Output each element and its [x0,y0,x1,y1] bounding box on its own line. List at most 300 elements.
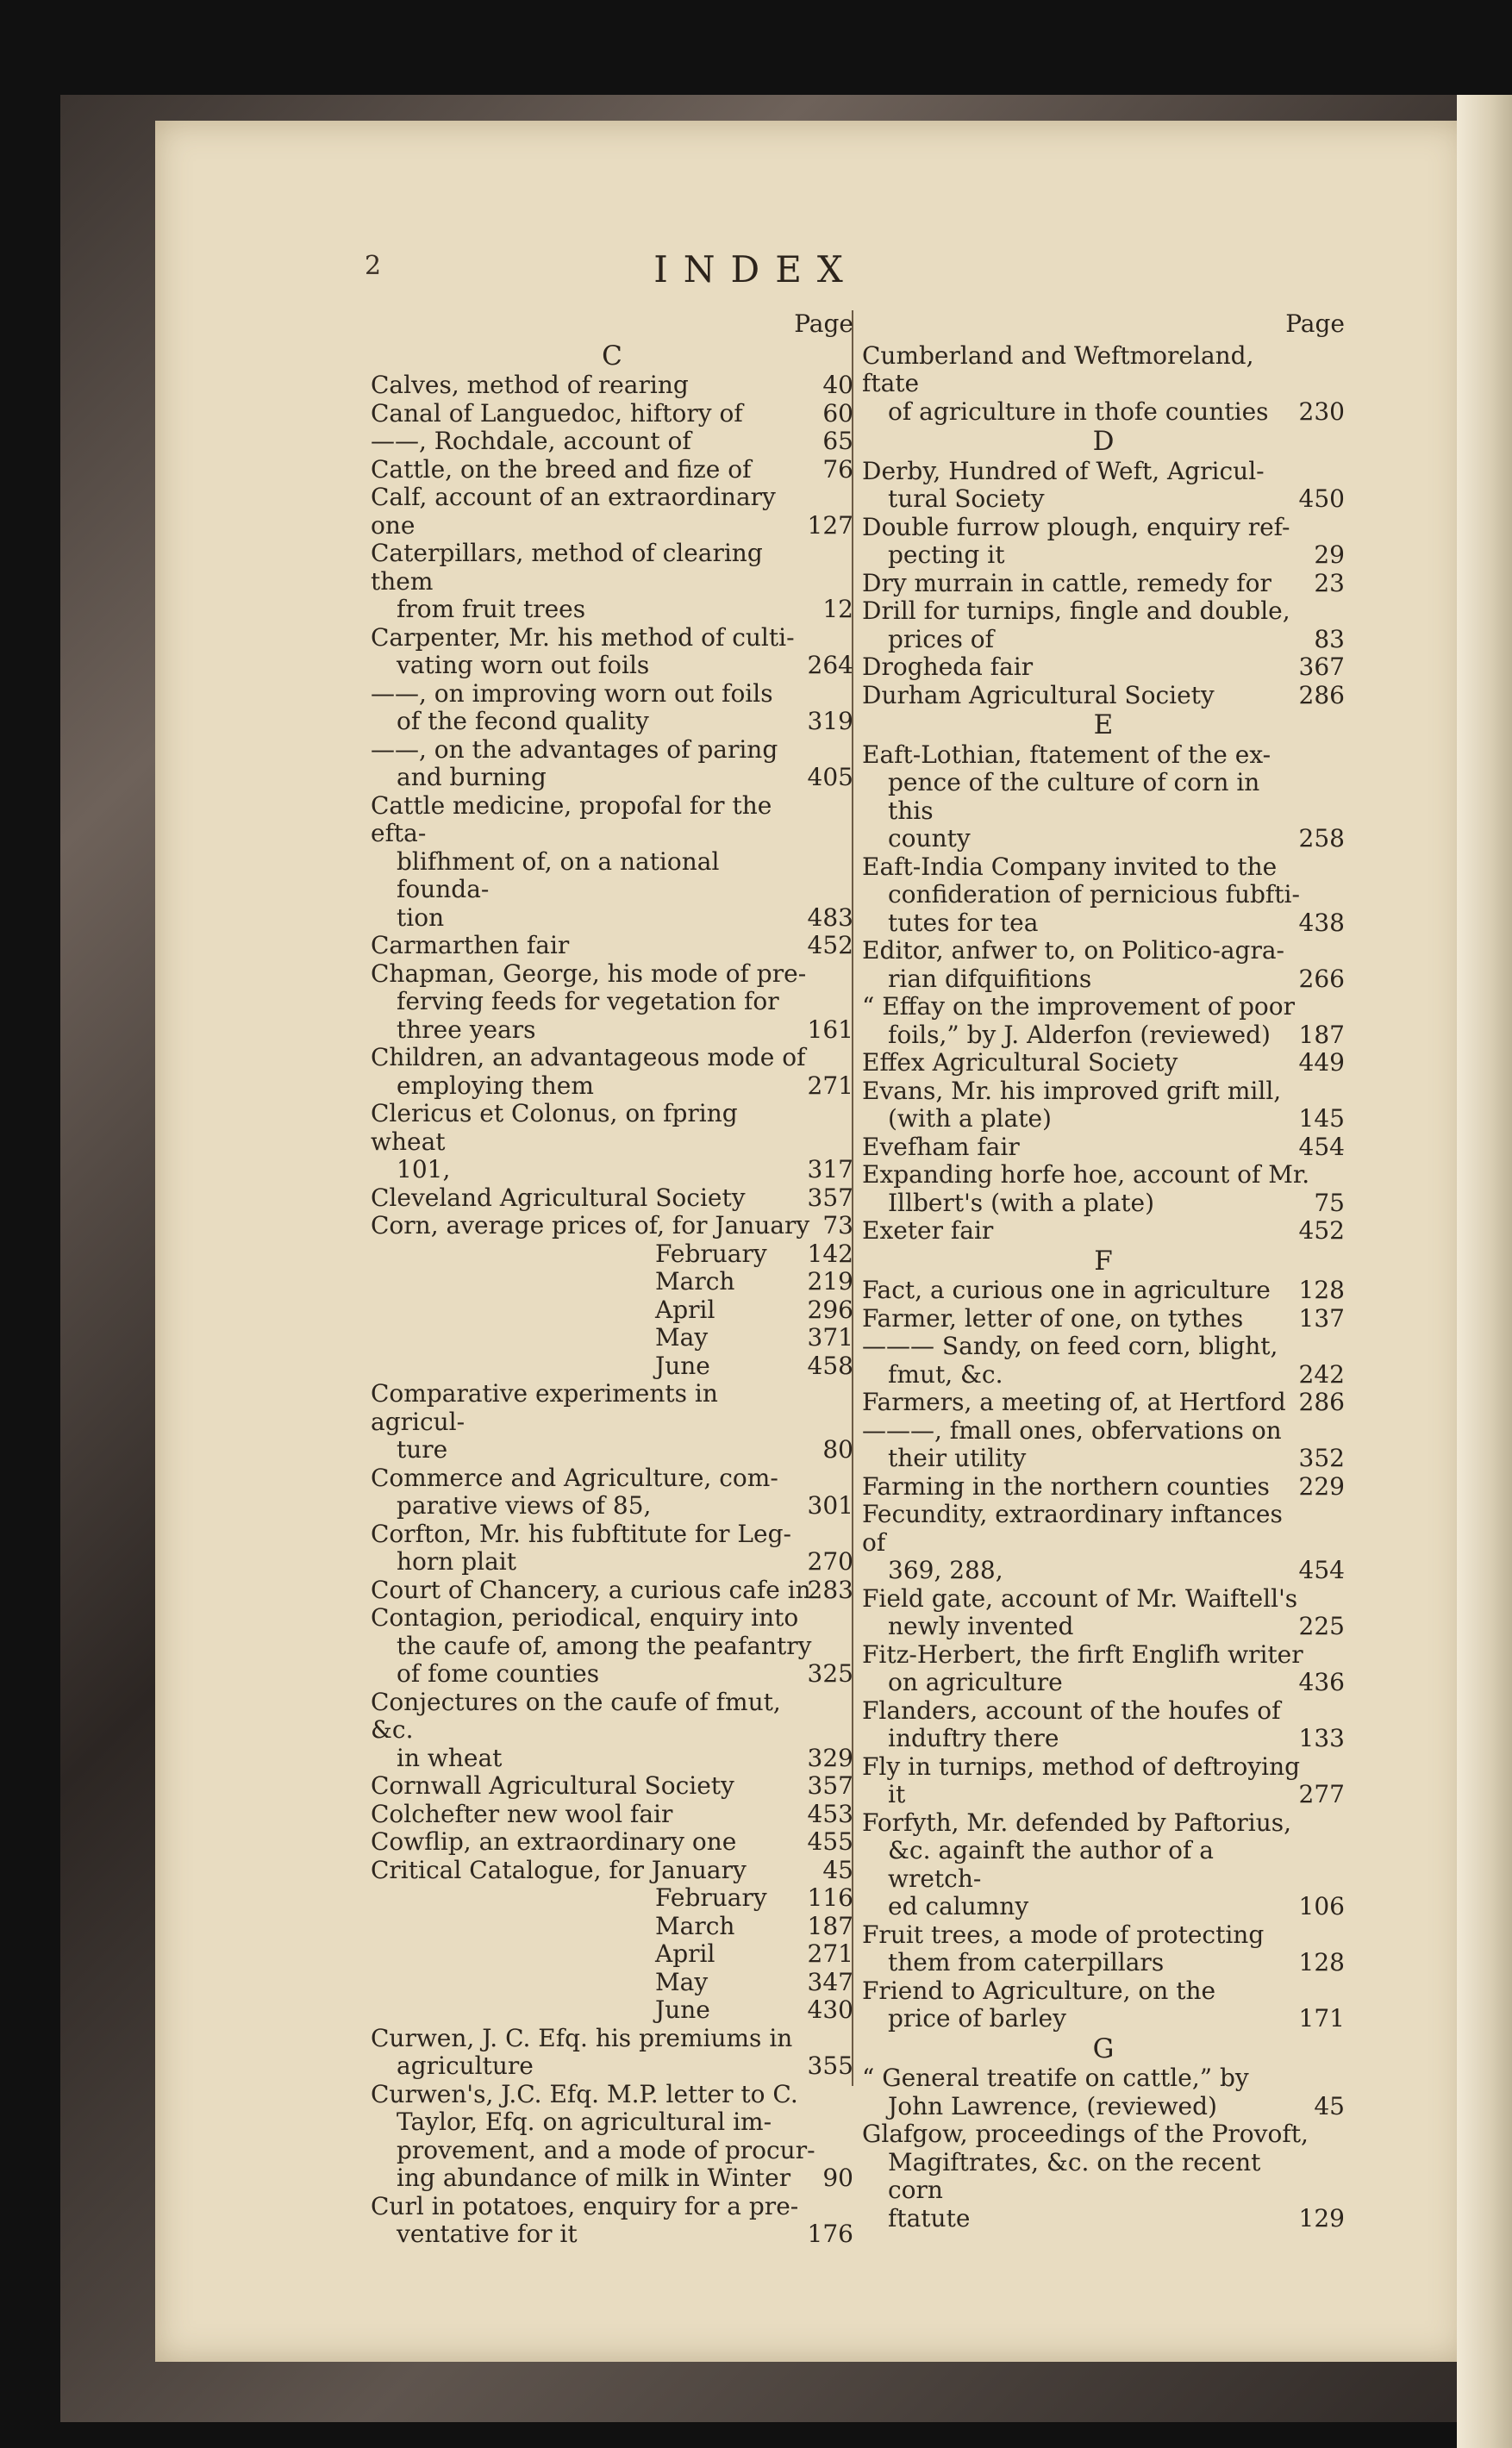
index-entry [371,1100,853,1184]
entry-line: of the fecond quality [397,707,649,735]
entry-text [862,1389,1310,1417]
entry-text [862,597,1310,653]
entry-page-number: 436 [1298,1668,1345,1696]
entry-page-number: 161 [807,1015,853,1044]
entry-line: Effex Agricultural Society [862,1048,1178,1077]
entry-text [371,792,819,933]
entry-line: tural Society [888,484,1045,513]
entry-text [371,1044,819,1100]
entry-text [371,400,819,428]
entry-text [371,1689,819,1773]
entry-page-number: 347 [807,1967,853,1996]
entry-page-number: 455 [807,1827,853,1856]
entry-line: Glafgow, proceedings of the Provoft, [862,2120,1309,2148]
index-entry [371,2193,853,2249]
index-entry [371,736,853,792]
index-entry [371,428,853,456]
index-entry [862,1389,1345,1417]
entry-text [862,1217,1310,1246]
entry-line: Cowflip, an extraordinary one [371,1827,737,1856]
entry-page-number: 325 [807,1659,853,1688]
entry-line: agriculture [397,2051,534,2080]
entry-text [862,1049,1310,1077]
entry-page-number: 317 [807,1155,853,1183]
entry-line: Chapman, George, his mode of pre- [371,959,807,988]
entry-page-number: 271 [807,1071,853,1100]
entry-page-number: 329 [807,1743,853,1772]
entry-line: ——, Rochdale, account of [371,427,691,455]
entry-line: Fact, a curious one in agriculture [862,1276,1271,1304]
entry-line: Farming in the northern counties [862,1471,1270,1501]
entry-text [862,1977,1310,2033]
entry-line: Corfton, Mr. his fubftitute for Leg- [371,1519,791,1548]
entry-line: their utility [888,1444,1027,1472]
entry-line: Taylor, Efq. on agricultural im- [397,2108,772,2136]
entry-page-number: 450 [1298,484,1345,513]
entry-page-number: 319 [807,707,853,735]
entry-line: &c. againft the author of a wretch- [888,1836,1214,1893]
entry-page-number: 176 [807,2220,853,2248]
entry-page-number: 430 [807,1995,853,2024]
entry-page-number: 266 [1298,964,1345,993]
entry-line: foils,” by J. Alderfon (reviewed) [888,1020,1271,1049]
entry-page-number: 106 [1298,1892,1345,1920]
index-entry [862,597,1345,653]
entry-text [371,2193,819,2249]
entry-line: of agriculture in thofe counties [888,397,1269,426]
page-column-label: Page [1285,309,1345,338]
entry-line: Contagion, periodical, enquiry into [371,1603,799,1632]
entry-text [371,1772,819,1801]
entry-line: blifhment of, on a national founda- [397,846,720,903]
section-letter: G [1092,2033,1115,2064]
index-entry [371,1240,853,1269]
entry-text [371,2025,819,2081]
entry-line: Derby, Hundred of Weft, Agricul- [862,456,1265,485]
index-entry [862,458,1345,514]
index-entry [862,653,1345,682]
entry-page-number: 286 [1298,680,1345,709]
index-entry [862,1697,1345,1753]
entry-line: Carmarthen fair [371,931,570,959]
entry-line: Fruit trees, a mode of protecting [862,1920,1265,1949]
index-entry [371,1268,853,1296]
entry-line: Farmer, letter of one, on tythes [862,1303,1244,1333]
entry-list [862,342,1345,2233]
entry-line: vating worn out foils [397,651,650,679]
entry-line: Illbert's (with a plate) [888,1188,1155,1217]
entry-line: Curwen's, J.C. Efq. M.P. letter to C. [371,2079,798,2108]
entry-line: May [655,1967,709,1996]
entry-page-number: 12 [822,595,853,623]
entry-text [371,1577,819,1605]
index-entry [371,792,853,933]
entry-text [371,1969,819,1997]
entry-page-number: 301 [807,1491,853,1520]
entry-line: Fitz-Herbert, the firft Englifh writer [862,1639,1303,1669]
index-entry [862,682,1345,710]
index-entry [371,1969,853,1997]
entry-page-number: 127 [807,510,853,540]
index-entry [862,1133,1345,1162]
index-entry [371,2025,853,2081]
entry-text [862,1277,1310,1305]
section-letter: E [1093,709,1114,740]
entry-text [862,1077,1310,1133]
entry-text [371,1996,819,2025]
entry-page-number: 129 [1298,2203,1345,2233]
entry-page-number: 438 [1298,908,1345,937]
index-entry [862,2064,1345,2120]
entry-page-number: 219 [807,1267,853,1296]
entry-text [862,1809,1310,1921]
entry-line: Cattle, on the breed and fize of [371,454,752,484]
entry-line: Durham Agricultural Society [862,680,1215,709]
entry-line: ——, on improving worn out foils [371,678,773,708]
entry-line: fmut, &c. [888,1359,1003,1389]
entry-text [862,514,1310,570]
entry-page-number: 187 [1298,1020,1345,1049]
entry-line: Commerce and Agriculture, com- [371,1463,778,1492]
index-entry [371,680,853,736]
entry-text [862,1473,1310,1502]
entry-line: three years [397,1015,536,1044]
entry-page-number: 128 [1298,1276,1345,1304]
index-entry [862,1277,1345,1305]
entry-page-number: 454 [1298,1132,1345,1161]
entry-line: Expanding horfe hoe, account of Mr. [862,1160,1310,1189]
entry-line: parative views of 85, [397,1491,652,1520]
entry-text [371,932,819,960]
entry-page-number: 454 [1298,1556,1345,1584]
index-entry [371,1689,853,1773]
right-column [862,310,1345,2233]
entry-text [371,736,819,792]
page-column-label: Page [794,309,853,338]
entry-text [371,1240,819,1269]
index-entry [862,937,1345,993]
entry-line: Conjectures on the caufe of fmut, &c. [371,1687,781,1744]
index-entry [371,456,853,484]
entry-line: (with a plate) [888,1104,1052,1133]
entry-text [371,428,819,456]
entry-line: April [655,1295,715,1324]
entry-line: Friend to Agriculture, on the [862,1976,1216,2005]
entry-line: Flanders, account of the houfes of [862,1695,1281,1725]
entry-line: prices of [888,624,995,653]
entry-text [862,1333,1310,1389]
entry-line: in wheat [397,1743,503,1772]
entry-page-number: 453 [807,1799,853,1828]
entry-text [862,1921,1310,1977]
entry-text [371,1352,819,1381]
entry-page-number: 225 [1298,1612,1345,1640]
entry-page-number: 458 [807,1351,853,1380]
entry-line: March [655,1267,735,1296]
entry-text [862,682,1310,710]
index-entry [862,1161,1345,1217]
entry-page-number: 128 [1298,1948,1345,1977]
entry-text [862,1753,1310,1809]
entry-page-number: 137 [1298,1303,1345,1333]
entry-text [862,653,1310,682]
index-entry [862,1049,1345,1077]
index-entry [371,1828,853,1857]
index-entry [371,1772,853,1801]
entry-line: Calf, account of an extraordinary one [371,483,776,540]
entry-text [862,853,1310,938]
entry-text [862,1161,1310,1217]
entry-line: Canal of Languedoc, hiftory of [371,398,743,428]
entry-line: Fecundity, extraordinary inftances of [862,1500,1283,1557]
entry-page-number: 73 [822,1211,853,1240]
entry-page-number: 242 [1298,1359,1345,1389]
index-entry [862,1809,1345,1921]
entry-page-number: 133 [1298,1724,1345,1752]
entry-line: May [655,1323,709,1352]
left-column [371,310,853,2249]
entry-page-number: 29 [1314,540,1345,569]
index-entry [862,2120,1345,2233]
entry-text [371,1268,819,1296]
index-entry [371,1464,853,1521]
entry-line: ventative for it [397,2220,578,2248]
entry-text [862,937,1310,993]
entry-line: Drill for turnips, fingle and double, [862,596,1290,625]
entry-line: Clericus et Colonus, on fpring wheat [371,1099,738,1156]
entry-page-number: 142 [807,1239,853,1268]
entry-page-number: 277 [1298,1780,1345,1808]
entry-text [371,1884,819,1913]
index-entry [371,1913,853,1941]
entry-line: rian difquifitions [888,964,1092,993]
index-entry [371,1184,853,1213]
entry-page-number: 187 [807,1911,853,1940]
entry-page-number: 286 [1298,1388,1345,1416]
entry-line: 101, [397,1155,451,1183]
index-entry [862,514,1345,570]
entry-text [371,1464,819,1521]
entry-text [862,1417,1310,1473]
entry-page-number: 90 [822,2164,853,2192]
entry-page-number: 145 [1298,1104,1345,1133]
entry-page-number: 371 [807,1323,853,1352]
entry-page-number: 270 [807,1547,853,1576]
entry-line: Corn, average prices of, for January [371,1211,810,1240]
entry-page-number: 40 [822,371,853,399]
entry-line: price of barley [888,2004,1066,2033]
entry-line: Colchefter new wool fair [371,1799,673,1828]
entry-line: “ Effay on the improvement of poor [862,992,1296,1021]
entry-text [862,1501,1310,1585]
index-entry [371,1577,853,1605]
entry-text [371,1100,819,1184]
entry-line: February [655,1883,767,1912]
entry-page-number: 83 [1314,624,1345,653]
entry-text [371,456,819,484]
entry-line: Cumberland and Weftmoreland, ftate [862,340,1254,397]
entry-text [371,372,819,400]
entry-page-number: 405 [807,763,853,791]
entry-page-number: 271 [807,1939,853,1968]
index-entry [371,1996,853,2025]
index-entry [862,1753,1345,1809]
entry-line: ture [397,1435,448,1464]
section-letter: D [1092,426,1115,457]
entry-text [862,570,1310,598]
section-letter: C [602,340,622,372]
index-entry [371,1212,853,1240]
index-entry [862,741,1345,853]
entry-page-number: 355 [807,2051,853,2080]
entry-text [371,1801,819,1829]
entry-line: ———, fmall ones, obfervations on [862,1415,1282,1445]
index-entry [371,1604,853,1689]
index-entry [371,372,853,400]
entry-text [862,2120,1310,2233]
entry-page-number: 357 [807,1771,853,1800]
entry-line: employing them [397,1071,594,1100]
index-entry [862,1921,1345,1977]
entry-line: from fruit trees [397,595,586,623]
entry-text [862,1133,1310,1162]
entry-line: ed calumny [888,1892,1029,1920]
entry-line: of fome counties [397,1659,600,1688]
entry-line: Children, an advantageous mode of [371,1043,806,1071]
index-entry [371,1380,853,1464]
entry-text [371,960,819,1045]
entry-line: Court of Chancery, a curious cafe in [371,1575,811,1604]
entry-page-number: 45 [822,1855,853,1884]
entry-text [862,342,1310,427]
entry-text [371,1521,819,1577]
entry-line: induftry there [888,1724,1059,1752]
entry-line: Comparative experiments in agricul- [371,1379,718,1436]
index-entry [371,960,853,1045]
entry-line: horn plait [397,1547,516,1576]
entry-line: “ General treatife on cattle,” by [862,2064,1249,2092]
entry-line: Calves, method of rearing [371,371,689,399]
index-entry [862,1473,1345,1502]
entry-page-number: 60 [822,398,853,428]
entry-page-number: 171 [1298,2004,1345,2033]
index-entry [371,1352,853,1381]
index-entry [371,484,853,540]
index-entry [862,1333,1345,1389]
index-entry [371,1884,853,1913]
entry-line: Carpenter, Mr. his method of culti- [371,622,795,652]
entry-line: and burning [397,763,547,791]
entry-line: Double furrow plough, enquiry ref- [862,512,1290,541]
entry-text [371,1184,819,1213]
entry-list [371,372,853,2249]
entry-line: Critical Catalogue, for January [371,1855,747,1884]
entry-line: pence of the culture of corn in this [888,768,1260,825]
entry-page-number: 229 [1298,1471,1345,1501]
entry-page-number: 452 [1298,1216,1345,1245]
index-entry [862,1641,1345,1697]
entry-page-number: 75 [1314,1188,1345,1217]
entry-page-number: 357 [807,1183,853,1212]
entry-line: Curl in potatoes, enquiry for a pre- [371,2191,799,2220]
entry-line: Cattle medicine, propofal for the efta- [371,790,772,847]
index-entry [862,1417,1345,1473]
entry-line: June [655,1995,710,2024]
index-entry [371,1296,853,1325]
entry-line: Drogheda fair [862,653,1034,681]
entry-text [862,1641,1310,1697]
page-number: 2 [365,251,382,281]
entry-page-number: 483 [807,902,853,932]
entry-text [371,1913,819,1941]
entry-line: the caufe of, among the peafantry [397,1631,812,1660]
entry-text [862,741,1310,853]
entry-page-number: 65 [822,427,853,455]
entry-line: Eaft-Lothian, ftatement of the ex- [862,740,1271,769]
entry-line: John Lawrence, (reviewed) [888,2091,1217,2120]
index-entry [862,1305,1345,1333]
entry-page-number: 76 [822,454,853,484]
index-entry [862,1217,1345,1246]
entry-line: 369, 288, [888,1556,1003,1584]
index-entry [862,993,1345,1049]
entry-line: April [655,1939,715,1968]
entry-line: June [655,1351,710,1380]
index-entry [371,2081,853,2193]
entry-page-number: 80 [822,1435,853,1464]
entry-text [371,1324,819,1352]
entry-line: Dry murrain in cattle, remedy for [862,568,1271,597]
entry-text [371,1604,819,1689]
entry-page-number: 352 [1298,1444,1345,1472]
entry-line: Curwen, J. C. Efq. his premiums in [371,2023,793,2052]
entry-text [862,1585,1310,1641]
index-entry [371,1940,853,1969]
entry-page-number: 230 [1298,397,1345,426]
index-entry [862,342,1345,427]
entry-page-number: 449 [1298,1048,1345,1077]
index-entry [371,1324,853,1352]
entry-line: Exeter fair [862,1216,994,1245]
entry-line: Evefham fair [862,1132,1020,1161]
section-letter: F [1094,1245,1113,1277]
entry-text [862,458,1310,514]
entry-line: Eaft-India Company invited to the [862,852,1278,881]
entry-text [371,1296,819,1325]
entry-text [371,1380,819,1464]
entry-line: them from caterpillars [888,1948,1165,1977]
entry-line: Forfyth, Mr. defended by Paftorius, [862,1808,1291,1837]
entry-text [371,1212,819,1240]
entry-page-number: 116 [807,1883,853,1912]
entry-page-number: 283 [807,1575,853,1604]
entry-line: confideration of pernicious fubfti- [888,880,1300,909]
entry-line: March [655,1911,735,1940]
index-entry [862,570,1345,598]
entry-text [371,624,819,680]
index-entry [371,1801,853,1829]
entry-text [371,540,819,624]
page-gutter [1457,95,1512,2448]
index-entry [371,1044,853,1100]
index-entry [371,932,853,960]
entry-line: Magiftrates, &c. on the recent corn [888,2147,1261,2204]
entry-text [371,680,819,736]
index-entry [371,1521,853,1577]
entry-line: it [888,1780,906,1808]
entry-line: tutes for tea [888,908,1039,937]
entry-line: Farmers, a meeting of, at Hertford [862,1388,1286,1416]
